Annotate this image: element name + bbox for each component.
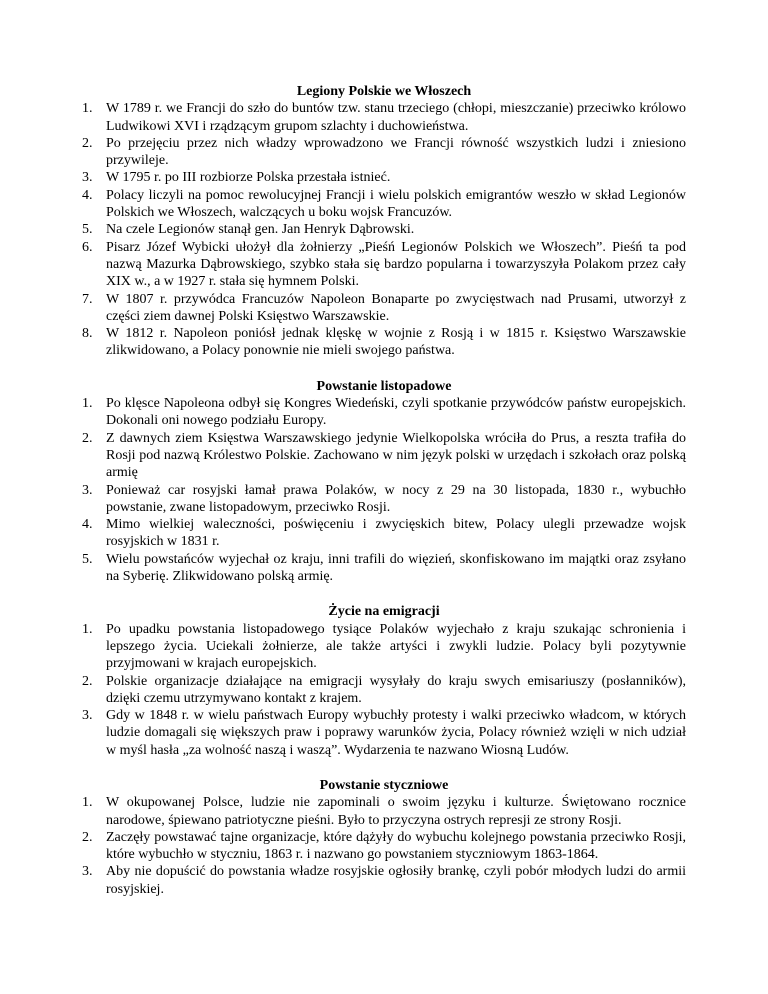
item-number: 3. [82,864,93,880]
list-item [82,863,686,898]
item-text: Zaczęły powstawać tajne organizacje, które dążyły do wybuchu kolejnego powstania przeciwko Rosji, które wybuchło w styczniu, 1863 r. i nazwano go powstaniem styczniowym 1863-1864. [106,829,686,863]
item-text: Aby nie dopuścić do powstania władze rosyjskie ogłosiły brankę, czyli pobór młodych ludzi do armii rosyjskiej. [106,864,686,897]
item-text: Polacy liczyli na pomoc rewolucyjnej Francji i wielu polskich emigrantów weszło w skład Legionów Polskich we Włoszech, walczących u boku wojsk Francuzów. [106,187,686,221]
list-item [82,325,686,360]
item-number: 4. [82,187,93,203]
list-item [82,516,686,551]
item-text: Ponieważ car rosyjski łamał prawa Polaków, w nocy z 29 na 30 listopada, 1830 r., wybuchło powstanie, zwane listopadowym, przeciwko Rosji. [106,482,686,515]
item-number: 2. [82,829,93,845]
item-number: 2. [82,135,93,151]
item-list [82,794,686,898]
item-list [82,100,686,359]
section-zycie-na-emigracji [82,603,686,759]
list-item [82,169,686,186]
item-text: W 1807 r. przywódca Francuzów Napoleon Bonaparte po zwycięstwach nad Prusami, utworzył z części ziem dawnej Polski Księstwo Warszawskie. [106,291,686,324]
list-item [82,829,686,864]
item-text: W 1789 r. we Francji do szło do buntów tzw. stanu trzeciego (chłopi, mieszczanie) przeciwko królowo Ludwikowi XVI i rządzącym grupom szlachty i duchowieństwa. [106,101,686,134]
list-item [82,395,686,430]
list-item [82,100,686,135]
item-text: W 1812 r. Napoleon poniósł jednak klęskę w wojnie z Rosją i w 1815 r. Księstwo Warszawskie zlikwidowano, a Polacy ponownie nie mieli swojego państwa. [106,326,686,359]
list-item [82,551,686,586]
section-title: Legiony Polskie we Włoszech [296,84,472,99]
item-text: Mimo wielkiej waleczności, poświęceniu i zwycięskich bitew, Polacy ulegli przewadze wojsk rosyjskich w 1831 r. [106,517,686,550]
item-text: Wielu powstańców wyjechał oz kraju, inni trafili do więzień, skonfiskowano im majątki oraz zsyłano na Syberię. Zlikwidowano polską armię. [106,551,686,585]
item-number: 2. [82,673,93,689]
item-text: Po upadku powstania listopadowego tysiące Polaków wyjechało z kraju szukając schronienia i lepszego życia. Uciekali żołnierze, ale także artyści i zwykli ludzie. Polacy byli pozytywnie przyjmowani w krajach europejskich. [106,621,686,672]
item-text: W 1795 r. po III rozbiorze Polska przestała istnieć. [106,170,391,186]
item-text: Z dawnych ziem Księstwa Warszawskiego jedynie Wielkopolska wróciła do Prus, a reszta trafiła do Rosji pod nazwą Królestwo Polskie. Zachowano w nim język polski w urzędach i szkołach oraz polską armię [106,430,686,481]
item-number: 5. [82,222,93,238]
section-title: Powstanie styczniowe [319,777,449,793]
item-number: 5. [82,551,93,567]
item-number: 3. [82,170,93,186]
list-item [82,673,686,708]
list-item [82,430,686,482]
item-text: Na czele Legionów stanął gen. Jan Henryk Dąbrowski. [106,222,415,238]
list-item [82,621,686,673]
item-number: 1. [82,795,93,811]
list-item [82,482,686,517]
item-number: 7. [82,291,93,307]
item-number: 1. [82,101,93,117]
item-number: 8. [82,326,93,342]
item-list [82,395,686,585]
item-text: Polskie organizacje działające na emigracji wysyłały do kraju swych emisariuszy (posłanników), dzięki czemu utrzymywano kontakt z krajem. [106,673,686,706]
item-number: 1. [82,396,93,412]
list-item [82,239,686,291]
item-text: Gdy w 1848 r. w wielu państwach Europy wybuchły protesty i walki przeciwko władcom, w których ludzie domagali się większych praw i poprawy warunków życia, Polacy również wzięli w nich udział w myśl hasła „za wolność naszą i waszą”. Wydarzenia te nazwano Wiosną Ludów. [106,708,686,758]
list-item [82,187,686,222]
item-number: 3. [82,482,93,498]
item-number: 3. [82,708,93,724]
item-text: Po klęsce Napoleona odbył się Kongres Wiedeński, czyli spotkanie przywódców państw europejskich. Dokonali oni nowego podziału Europy. [106,396,686,429]
list-item [82,291,686,326]
item-text: W okupowanej Polsce, ludzie nie zapominali o swoim języku i kulturze. Świętowano rocznice narodowe, śpiewano patriotyczne pieśni. Było to przyczyna ostrych represji ze strony Rosji. [106,795,686,828]
item-number: 4. [82,517,93,533]
list-item [82,707,686,759]
list-item [82,794,686,829]
section-legiony [82,83,686,360]
item-number: 2. [82,430,93,446]
section-title: Powstanie listopadowe [316,378,452,394]
list-item [82,221,686,238]
section-powstanie-styczniowe [82,777,686,898]
item-number: 1. [82,621,93,637]
item-number: 6. [82,239,93,255]
item-list [82,621,686,759]
document-page [82,83,686,916]
list-item [82,135,686,170]
item-text: Po przejęciu przez nich władzy wprowadzono we Francji równość wszystkich ludzi i zniesiono przywileje. [106,135,686,169]
section-title: Życie na emigracji [328,604,440,620]
section-powstanie-listopadowe [82,378,686,586]
item-text: Pisarz Józef Wybicki ułożył dla żołnierzy „Pieśń Legionów Polskich we Włoszech”. Pieśń ta pod nazwą Mazurka Dąbrowskiego, szybko stała się bardzo popularna i towarzyszyła Polakom przez cały XIX w., a w 1927 r. stała się hymnem Polski. [106,239,686,290]
